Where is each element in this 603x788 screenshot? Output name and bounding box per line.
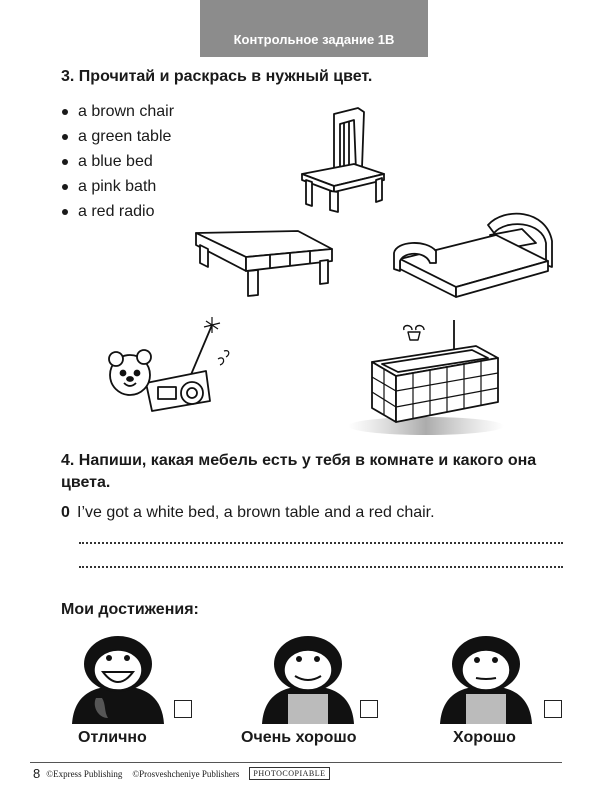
bullet-icon — [62, 184, 68, 190]
bullet-icon — [62, 109, 68, 115]
good-checkbox[interactable] — [544, 700, 562, 718]
very-good-checkbox[interactable] — [360, 700, 378, 718]
grade-very-good-label: Очень хорошо — [241, 729, 357, 746]
list-item: a green table — [62, 124, 174, 149]
bullet-icon — [62, 134, 68, 140]
monkey-excellent-icon — [68, 632, 168, 724]
photocopiable-stamp: PHOTOCOPIABLE — [249, 767, 329, 780]
chair-picture — [296, 106, 392, 214]
grade-excellent-label: Отлично — [78, 729, 147, 746]
task3-title: 3. Прочитай и раскрась в нужный цвет. — [61, 68, 373, 85]
footer — [33, 766, 330, 781]
bed-picture — [386, 205, 556, 305]
bullet-icon — [62, 209, 68, 215]
bullet-icon — [62, 159, 68, 165]
grade-good-label: Хорошо — [453, 729, 516, 746]
achievements-title: Мои достижения: — [61, 601, 199, 618]
excellent-checkbox[interactable] — [174, 700, 192, 718]
list-item: a red radio — [62, 199, 174, 224]
monkey-very-good-icon — [258, 632, 358, 724]
example-sentence — [61, 504, 435, 522]
list-item: a blue bed — [62, 149, 174, 174]
footer-divider — [30, 762, 562, 763]
task4-title: 4. Напиши, какая мебель есть у тебя в комнате и какого она цвета. — [61, 452, 537, 491]
example-number: 0 — [61, 504, 70, 521]
table-picture — [186, 223, 338, 299]
answer-line[interactable] — [79, 566, 563, 568]
example-text: I’ve got a white bed, a brown table and a red chair. — [77, 504, 435, 521]
color-list — [62, 99, 174, 224]
list-item: a brown chair — [62, 99, 174, 124]
bath-picture — [346, 318, 506, 438]
publisher-credit: ©Express Publishing — [46, 768, 123, 779]
answer-line[interactable] — [79, 542, 563, 544]
header-banner — [200, 0, 428, 57]
header-title: Контрольное задание 1B — [233, 32, 395, 47]
monkey-good-icon — [436, 632, 536, 724]
list-item: a pink bath — [62, 174, 174, 199]
page-number: 8 — [33, 766, 41, 781]
publisher-credit: ©Prosveshcheniye Publishers — [132, 768, 240, 779]
radio-picture — [106, 315, 236, 415]
